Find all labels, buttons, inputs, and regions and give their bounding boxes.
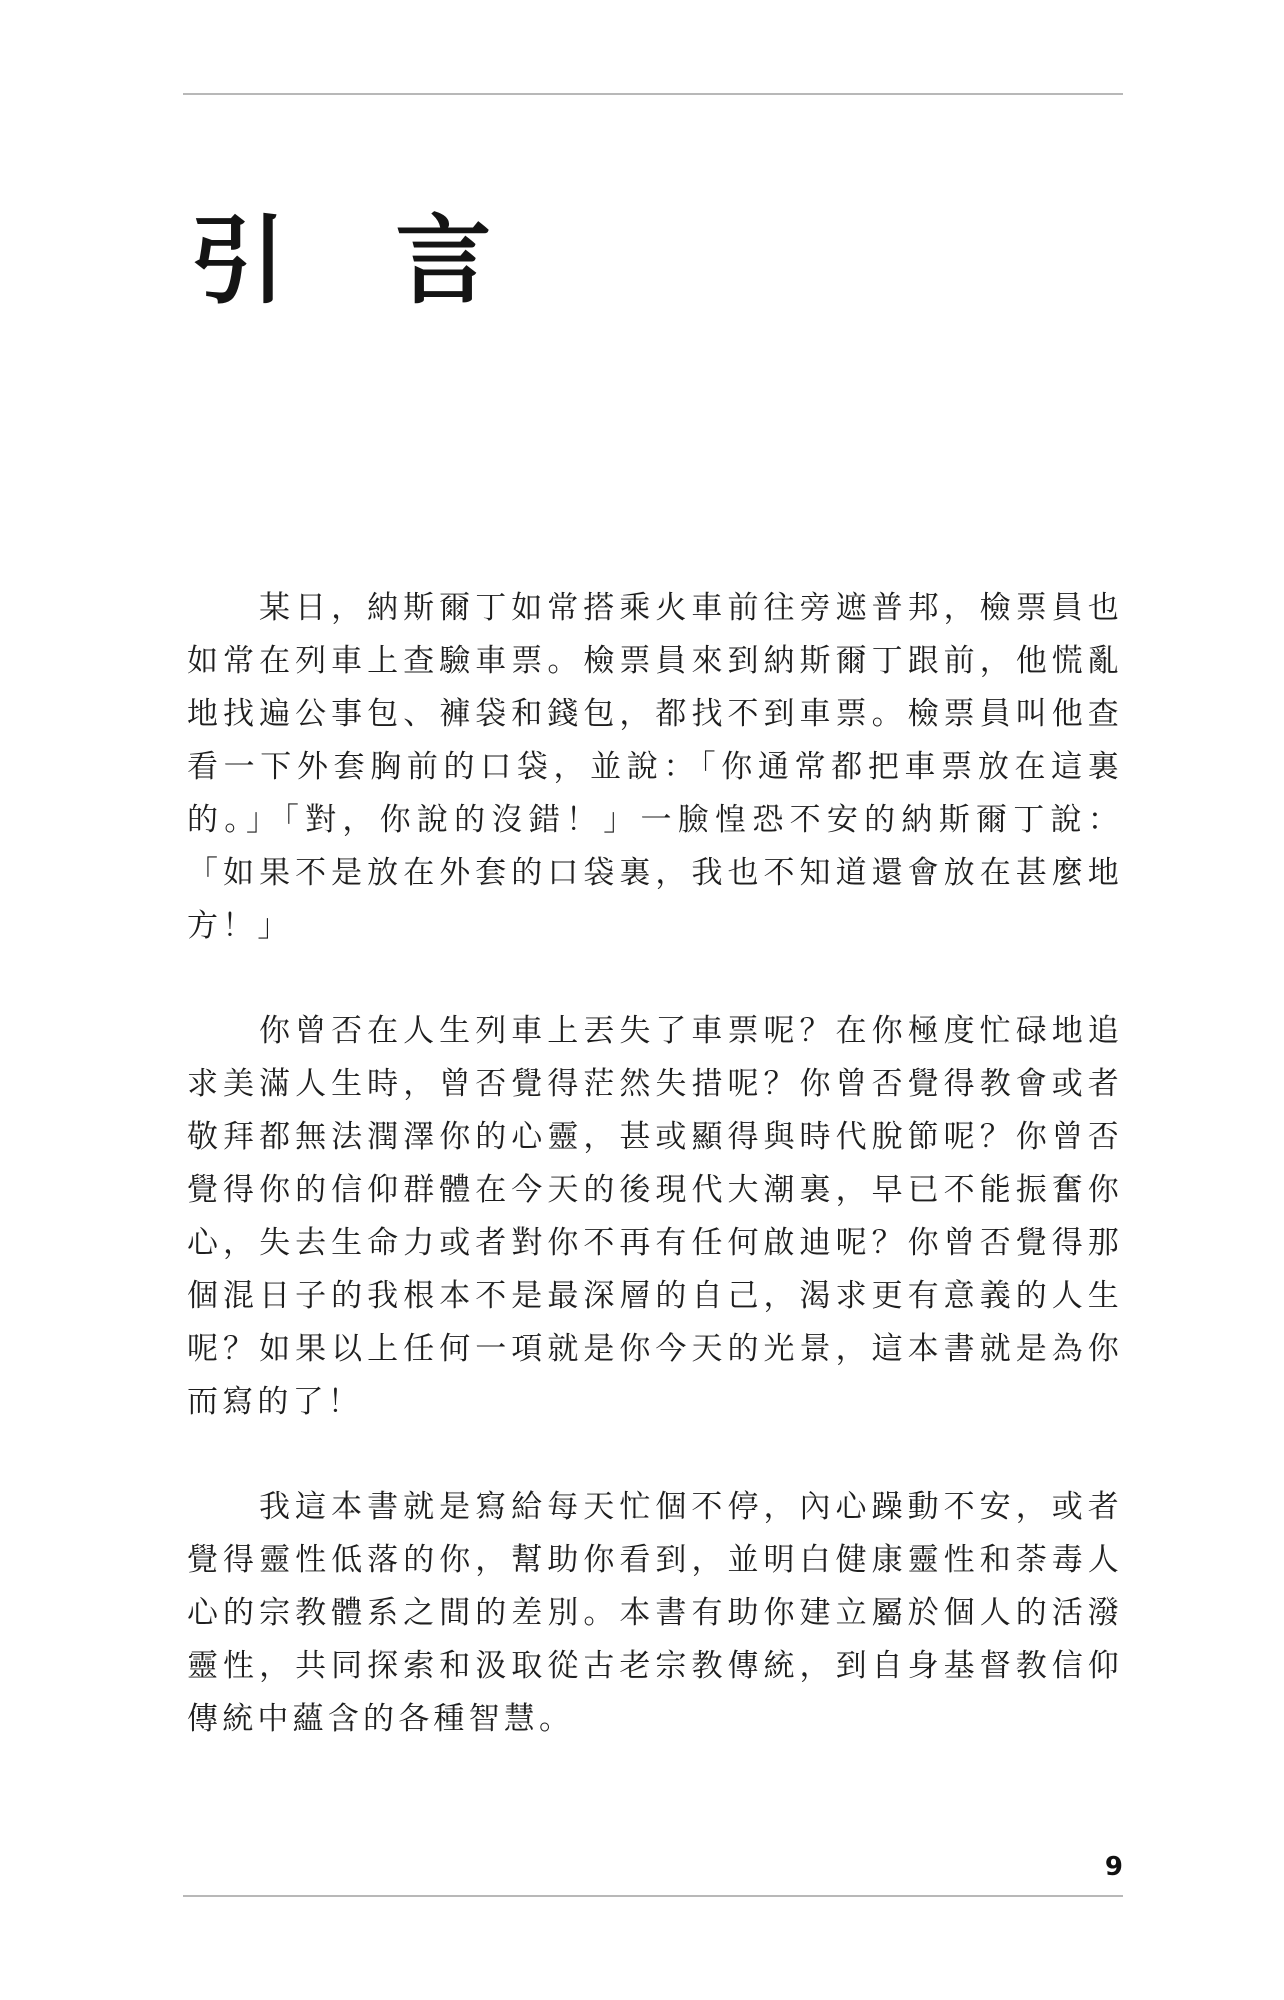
page-number: 9 (1104, 1852, 1123, 1882)
body-text (187, 582, 1123, 1746)
paragraph: 我這本書就是寫給每天忙個不停，內心躁動不安，或者覺得靈性低落的你，幫助你看到，並明白健康靈性和荼毒人心的宗教體系之間的差別。本書有助你建立屬於個人的活潑靈性，共同探索和汲取從古老宗教傳統，到自身基督教信仰傳統中蘊含的各種智慧。 (187, 1489, 1123, 1737)
bottom-rule (183, 1895, 1123, 1897)
paragraph: 某日，納斯爾丁如常搭乘火車前往旁遮普邦，檢票員也如常在列車上查驗車票。檢票員來到納斯爾丁跟前，他慌亂地找遍公事包、褲袋和錢包，都找不到車票。檢票員叫他查看一下外套胸前的口袋，並說：「你通常都把車票放在這裏的。」「對，你說的沒錯！」一臉惶恐不安的納斯爾丁說：「如果不是放在外套的口袋裏，我也不知道還會放在甚麼地方！」 (187, 590, 1123, 944)
top-rule (183, 93, 1123, 95)
paragraph: 你曾否在人生列車上丟失了車票呢？在你極度忙碌地追求美滿人生時，曾否覺得茫然失措呢？你曾否覺得教會或者敬拜都無法潤澤你的心靈，甚或顯得與時代脫節呢？你曾否覺得你的信仰群體在今天的後現代大潮裏，早已不能振奮你心，失去生命力或者對你不再有任何啟迪呢？你曾否覺得那個混日子的我根本不是最深層的自己，渴求更有意義的人生呢？如果以上任何一項就是你今天的光景，這本書就是為你而寫的了！ (187, 1013, 1123, 1420)
chapter-title: 引 言 (190, 204, 530, 317)
